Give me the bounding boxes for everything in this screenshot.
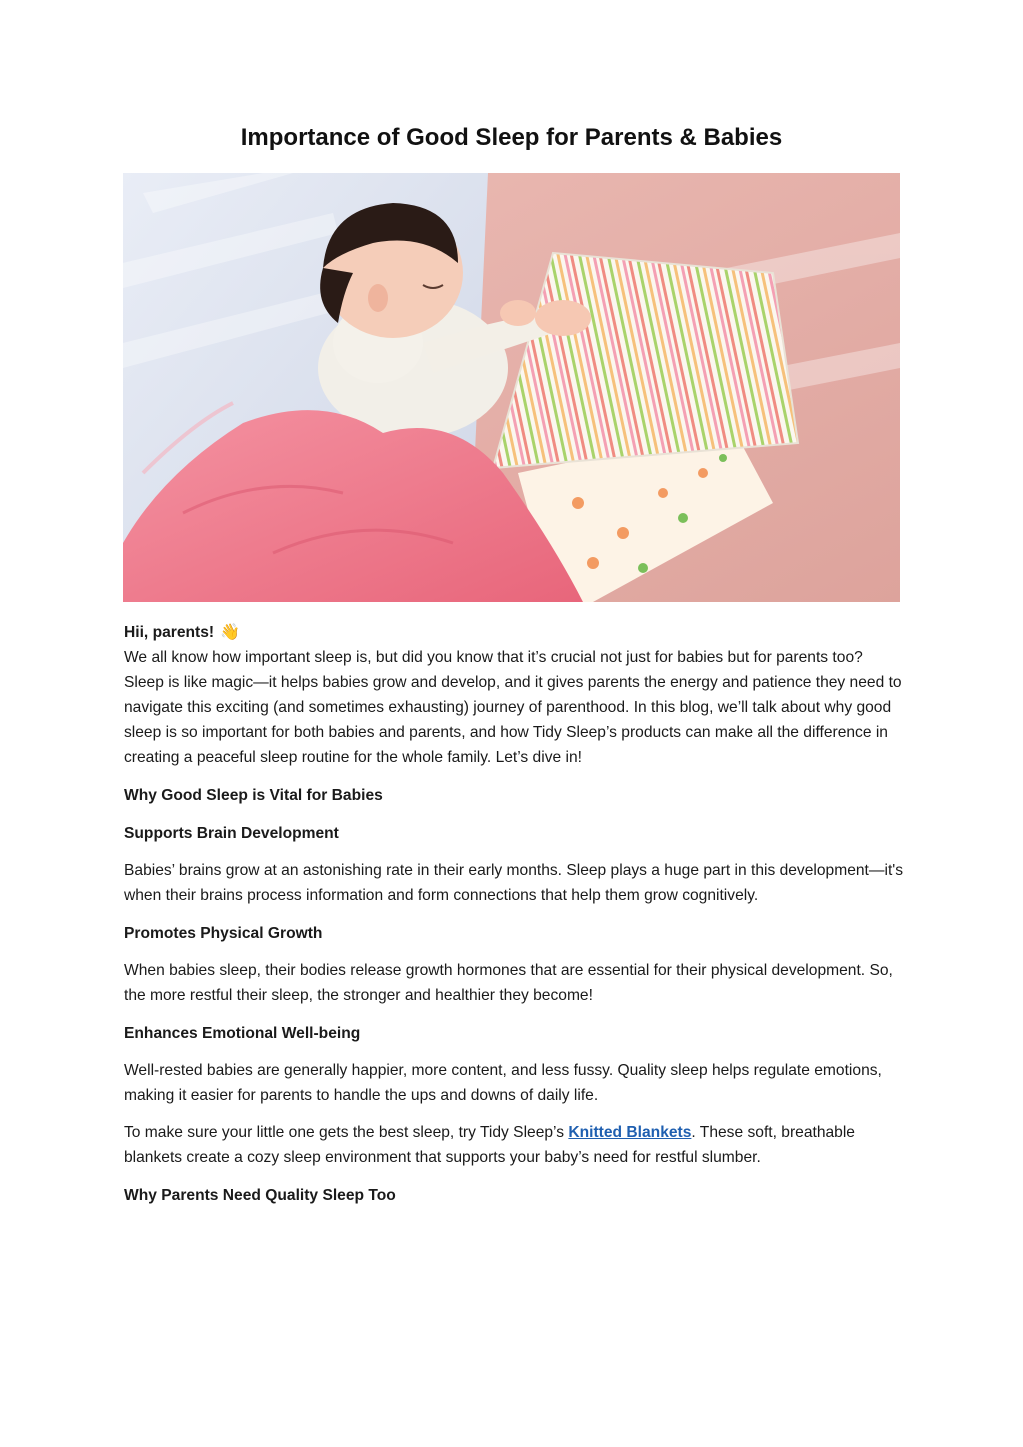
subheading-brain: Supports Brain Development — [124, 825, 339, 842]
hero-image — [123, 173, 900, 602]
paragraph-growth: When babies sleep, their bodies release growth hormones that are essential for their physical development. So, the more restful their sleep, the stronger and healthier they become! — [124, 962, 893, 1004]
article-body — [124, 620, 904, 1208]
section-heading-parents: Why Parents Need Quality Sleep Too — [124, 1187, 396, 1204]
cta-text-after: . These soft, breathable blankets create a cozy sleep environment that supports your baby’s need for restful slumber. — [124, 1124, 855, 1166]
waving-hand-icon: 👋 — [220, 624, 241, 641]
cta-text-before: To make sure your little one gets the best sleep, try Tidy Sleep’s — [124, 1124, 569, 1141]
subheading-emotional: Enhances Emotional Well-being — [124, 1025, 361, 1042]
paragraph-brain: Babies’ brains grow at an astonishing rate in their early months. Sleep plays a huge part in this development—it's when their brains process information and form connections that help them grow cognitively. — [124, 862, 904, 904]
subheading-growth: Promotes Physical Growth — [124, 925, 323, 942]
page-title: Importance of Good Sleep for Parents & Babies — [240, 124, 783, 151]
sleeping-baby-photo-icon — [123, 173, 900, 602]
cta-paragraph — [124, 1120, 904, 1170]
knitted-blankets-link[interactable]: Knitted Blankets — [568, 1124, 692, 1141]
paragraph-emotional: Well-rested babies are generally happier, more content, and less fussy. Quality sleep helps regulate emotions, making it easier for parents to handle the ups and downs of daily life. — [124, 1062, 882, 1104]
greeting-text: Hii, parents! — [124, 624, 215, 641]
greeting — [124, 620, 904, 645]
section-heading-babies: Why Good Sleep is Vital for Babies — [124, 787, 383, 804]
intro-paragraph: We all know how important sleep is, but did you know that it’s crucial not just for babies but for parents too? Sleep is like magic—it helps babies grow and develop, and it gives parents the energy and patience they need to navigate this exciting (and sometimes exhausting) journey of parenthood. In this blog, we’ll talk about why good sleep is so important for both babies and parents, and how Tidy Sleep’s products can make all the difference in creating a peaceful sleep routine for the whole family. Let’s dive in! — [124, 649, 902, 766]
